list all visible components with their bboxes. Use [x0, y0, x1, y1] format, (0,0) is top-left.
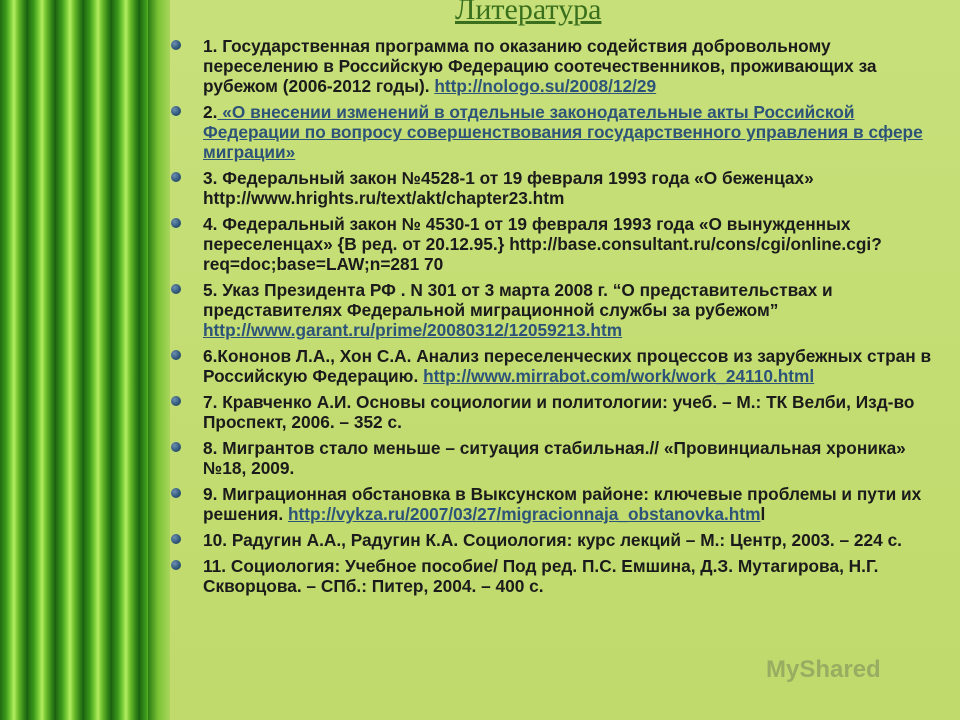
bullet-icon [171, 350, 181, 360]
bullet-icon [171, 488, 181, 498]
reference-item [170, 438, 940, 478]
reference-link[interactable]: http://nologo.su/2008/12/29 [434, 76, 657, 96]
reference-item [170, 530, 940, 550]
reference-item [170, 36, 940, 96]
bullet-icon [171, 218, 181, 228]
reference-item [170, 346, 940, 386]
bullet-icon [171, 396, 181, 406]
bullet-icon [171, 106, 181, 116]
reference-text: 8. Мигрантов стало меньше – ситуация стабильная.// «Провинциальная хроника» №18, 2009. [203, 438, 906, 478]
reference-text: 9. Миграционная обстановка в Выксунском районе: ключевые проблемы и пути их решения. [203, 484, 922, 524]
reference-item [170, 214, 940, 274]
decorative-side-panel [0, 0, 152, 720]
reference-text: 5. Указ Президента РФ . N 301 от 3 марта 2008 г. “О представительствах и представителях Федеральной миграционной службы за рубежом” [203, 280, 833, 320]
bullet-icon [171, 40, 181, 50]
bullet-icon [171, 284, 181, 294]
bullet-icon [171, 172, 181, 182]
reference-item [170, 168, 940, 208]
reference-item [170, 102, 940, 162]
reference-text: 6.Кононов Л.А., Хон С.А. Анализ переселенческих процессов из зарубежных стран в Российскую Федерацию. [203, 346, 932, 386]
reference-text: 7. Кравченко А.И. Основы социологии и политологии: учеб. – М.: ТК Велби, Изд-во Проспект, 2006. – 352 с. [203, 392, 915, 432]
reference-text: 3. Федеральный закон №4528-1 от 19 февраля 1993 года «О беженцах» http://www.hrights.ru/text/akt/chapter23.htm [203, 168, 814, 208]
watermark: MyShared [766, 656, 881, 683]
bullet-icon [171, 442, 181, 452]
reference-link[interactable]: http://vykza.ru/2007/03/27/migracionnaja_obstanovka.htm [287, 504, 761, 524]
reference-text: 11. Социология: Учебное пособие/ Под ред. П.С. Емшина, Д.З. Мутагирова, Н.Г. Скворцова. – СПб.: Питер, 2004. – 400 с. [203, 556, 879, 596]
reference-item [170, 280, 940, 340]
reference-link[interactable]: «О внесении изменений в отдельные законодательные акты Российской Федерации по вопросу совершенствования государственного управления в сфере миграции» [203, 102, 923, 162]
bullet-icon [171, 534, 181, 544]
reference-item: 9. Миграционная обстановка в Выксунском районе: ключевые проблемы и пути их решения. http://vykza.ru/2007/03/27/migracionnaja_obstanovka.html [170, 484, 940, 524]
reference-text: 10. Радугин А.А., Радугин К.А. Социология: курс лекций – М.: Центр, 2003. – 224 с. [203, 530, 902, 550]
reference-link[interactable]: http://www.garant.ru/prime/20080312/12059213.htm [203, 320, 623, 340]
reference-text: 4. Федеральный закон № 4530-1 от 19 февраля 1993 года «О вынужденных переселенцах» {В ред. от 20.12.95.} http://base.consultant.ru/cons/cgi/online.cgi?req=doc;base=LAW;n=281 70 [203, 214, 882, 274]
reference-text: 1. Государственная программа по оказанию содействия добровольному переселению в Российскую Федерацию соотечественников, проживающих за рубежом (2006-2012 годы). [203, 36, 877, 96]
reference-text: 2. [203, 102, 218, 122]
bullet-icon [171, 560, 181, 570]
reference-list [170, 36, 940, 602]
page-title: Литература [455, 0, 602, 26]
reference-item [170, 392, 940, 432]
reference-link[interactable]: http://www.mirrabot.com/work/work_24110.html [423, 366, 815, 386]
reference-item [170, 556, 940, 596]
